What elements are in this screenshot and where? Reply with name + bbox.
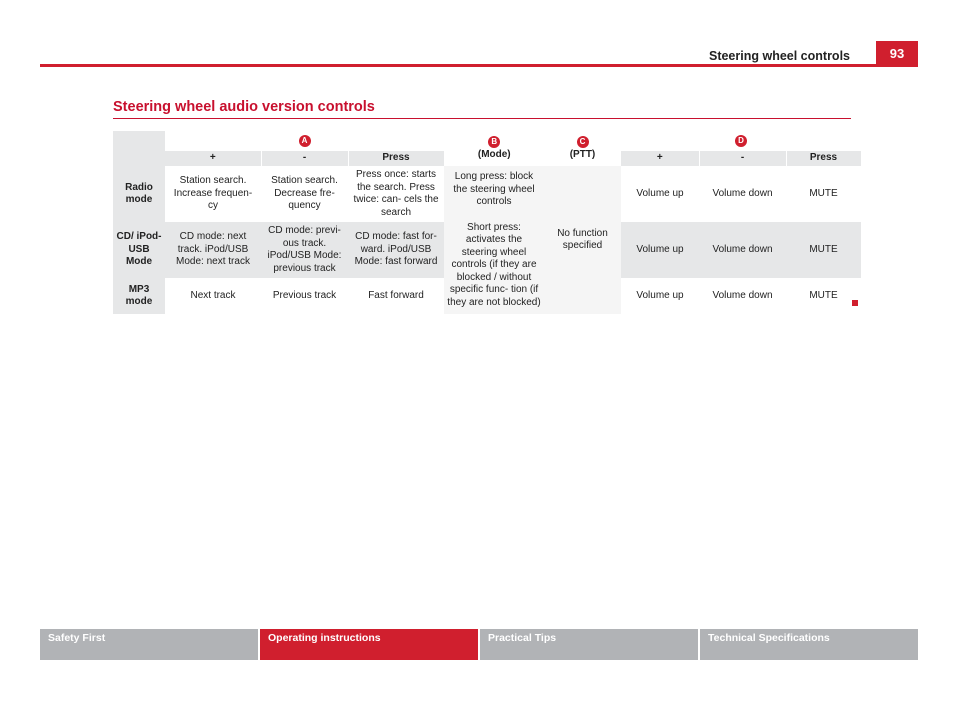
cell-d-press: MUTE [809, 289, 838, 301]
cell-d-plus: Volume up [636, 289, 684, 301]
footer-tab-operating-instructions[interactable]: Operating instructions [260, 629, 478, 660]
group-a-header [165, 131, 444, 151]
cell-a-plus: CD mode: next track. iPod/USB Mode: next track [176, 231, 250, 268]
footer-tab-practical-tips[interactable]: Practical Tips [480, 629, 698, 660]
d-plus-header: + [621, 151, 699, 166]
button-a-badge: A [299, 135, 311, 147]
cell-c-ptt: No function specified [544, 166, 621, 314]
footer-tab-technical-specifications[interactable]: Technical Specifications [700, 629, 918, 660]
d-minus-header: - [699, 151, 786, 166]
group-d-header [621, 131, 861, 151]
mode-mp3: MP3 mode [113, 278, 165, 314]
a-press-header: Press [348, 151, 444, 166]
cell-b-mode [444, 166, 544, 314]
cell-d-plus: Volume up [636, 187, 684, 199]
running-header-title: Steering wheel controls [708, 49, 850, 63]
table-row [113, 166, 861, 222]
cell-a-press: Press once: starts the search. Press twice: can- cels the search [353, 169, 439, 218]
cell-a-plus: Next track [190, 289, 236, 301]
section-title: Steering wheel audio version controls [113, 99, 375, 115]
header-rule [40, 64, 876, 67]
cell-d-minus: Volume down [712, 289, 773, 301]
cell-a-plus: Station search. Increase frequen- cy [173, 175, 253, 212]
cell-a-minus: Station search. Decrease fre- quency [271, 175, 338, 212]
controls-table [113, 131, 862, 314]
mode-header-empty [113, 131, 165, 166]
group-b-header [444, 131, 544, 166]
group-c-header [544, 131, 621, 166]
footer-tab-safety-first[interactable]: Safety First [40, 629, 258, 660]
button-b-badge: B [488, 136, 500, 148]
cell-a-press: Fast forward [368, 289, 424, 301]
cell-a-minus: CD mode: previ- ous track. iPod/USB Mode: previous track [267, 225, 342, 274]
mode-radio: Radio mode [113, 166, 165, 222]
cell-a-minus: Previous track [272, 289, 337, 301]
d-press-header: Press [786, 151, 861, 166]
b-long-press: Long press: block the steering wheel controls [453, 171, 535, 207]
cell-a-press: CD mode: fast for- ward. iPod/USB Mode: fast forward [354, 231, 438, 268]
button-d-badge: D [735, 135, 747, 147]
cell-d-minus: Volume down [712, 187, 773, 199]
a-plus-header: + [165, 151, 261, 166]
group-c-label: (PTT) [569, 148, 596, 160]
section-rule [113, 118, 851, 119]
b-short-press: Short press: activates the steering wheel controls (if they are blocked / without specific func- tion (if they are not blocked) [447, 221, 541, 308]
a-minus-header: - [261, 151, 348, 166]
cell-d-press: MUTE [809, 243, 838, 255]
footer-nav [40, 629, 918, 660]
section-end-marker [852, 300, 858, 306]
cell-d-press: MUTE [809, 187, 838, 199]
cell-d-plus: Volume up [636, 243, 684, 255]
cell-d-minus: Volume down [712, 243, 773, 255]
button-c-badge: C [577, 136, 589, 148]
mode-cd-ipod: CD/ iPod-USB Mode [113, 222, 165, 278]
page-number: 93 [876, 41, 918, 67]
group-b-label: (Mode) [477, 148, 511, 160]
